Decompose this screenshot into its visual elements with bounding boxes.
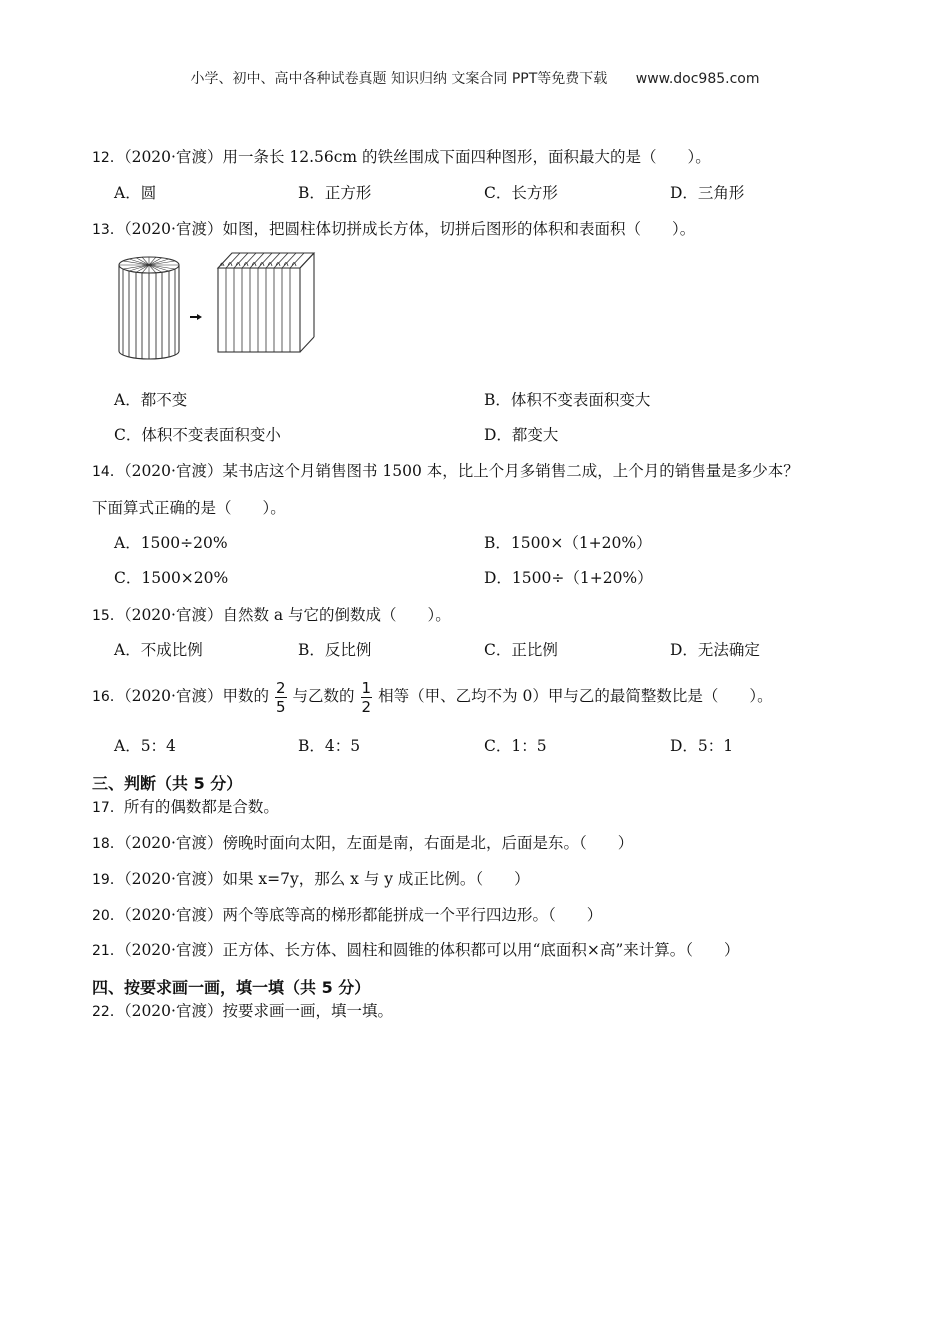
fraction-numerator: 2	[275, 678, 286, 697]
option-d: D．都变大	[484, 426, 559, 444]
fraction-numerator: 1	[361, 678, 372, 697]
question-15	[92, 603, 451, 625]
question-stem: （2020·官渡）两个等底等高的梯形都能拼成一个平行四边形。（ ）	[123, 906, 603, 924]
question-number: 20．	[92, 908, 124, 924]
question-number: 21．	[92, 943, 124, 959]
question-stem: （2020·官渡）按要求画一画，填一填。	[123, 1002, 393, 1020]
question-stem-part-a: （2020·官渡）甲数的	[123, 687, 269, 705]
question-number: 15．	[92, 608, 124, 624]
option-d: D．无法确定	[670, 641, 760, 659]
question-12	[92, 145, 711, 167]
question-stem: （2020·官渡）傍晚时面向太阳，左面是南，右面是北，后面是东。（ ）	[123, 834, 634, 852]
question-18	[92, 831, 633, 853]
option-d: D．三角形	[670, 184, 745, 202]
cuboid-shape	[218, 253, 314, 352]
option-b: B．正方形	[298, 184, 372, 202]
option-c: C．长方形	[484, 184, 558, 202]
question-22	[92, 999, 393, 1021]
question-number: 16．	[92, 689, 124, 705]
question-number: 17．	[92, 800, 124, 816]
option-b: B．4：5	[298, 737, 361, 755]
question-number: 13．	[92, 222, 124, 238]
question-stem: （2020·官渡）自然数 a 与它的倒数成（ ）。	[123, 606, 451, 624]
option-c: C．1：5	[484, 737, 547, 755]
option-b: B．反比例	[298, 641, 372, 659]
question-number: 19．	[92, 872, 124, 888]
question-stem-part-b: 与乙数的	[292, 687, 355, 705]
option-b: B．体积不变表面积变大	[484, 391, 651, 409]
fraction-two-fifths	[275, 679, 287, 716]
option-c: C．体积不变表面积变小	[114, 426, 281, 444]
question-13	[92, 217, 695, 239]
question-stem: （2020·官渡）某书店这个月销售图书 1500 本，比上个月多销售二成，上个月的销售量是多少本？	[123, 462, 799, 480]
cylinder-to-cuboid-figure	[112, 248, 322, 366]
header-site: www.doc985.com	[635, 71, 760, 87]
option-d: D．5：1	[670, 737, 734, 755]
question-19	[92, 867, 530, 889]
question-stem: （2020·官渡）如图，把圆柱体切拼成长方体，切拼后图形的体积和表面积（ ）。	[123, 220, 696, 238]
question-number: 18．	[92, 836, 124, 852]
question-stem: 所有的偶数都是合数。	[123, 798, 279, 816]
question-21	[92, 938, 740, 960]
fraction-denominator: 2	[361, 697, 372, 716]
page-header	[0, 68, 950, 88]
question-14	[92, 459, 799, 481]
option-a: A．圆	[114, 184, 157, 202]
question-17	[92, 795, 279, 817]
right-arrow-icon	[190, 314, 202, 320]
question-stem: （2020·官渡）正方体、长方体、圆柱和圆锥的体积都可以用“底面积×高”来计算。（ ）	[123, 941, 740, 959]
option-a: A．不成比例	[114, 641, 203, 659]
fraction-one-half	[361, 679, 373, 716]
option-a: A．1500÷20%	[114, 534, 228, 552]
question-number: 14．	[92, 464, 124, 480]
question-stem-part-c: 相等（甲、乙均不为 0）甲与乙的最简整数比是（ ）。	[378, 687, 773, 705]
question-number: 22．	[92, 1004, 124, 1020]
section-title-judgement: 三、判断（共 5 分）	[92, 774, 243, 793]
question-14-stem-continued: 下面算式正确的是（ ）。	[92, 499, 286, 517]
header-text: 小学、初中、高中各种试卷真题 知识归纳 文案合同 PPT等免费下载	[190, 71, 608, 87]
option-d: D．1500÷（1+20%）	[484, 569, 653, 587]
fraction-denominator: 5	[275, 697, 286, 716]
option-a: A．5：4	[114, 737, 176, 755]
option-c: C．1500×20%	[114, 569, 229, 587]
option-c: C．正比例	[484, 641, 558, 659]
section-title-draw-fill: 四、按要求画一画，填一填（共 5 分）	[92, 978, 371, 997]
question-number: 12．	[92, 150, 124, 166]
cylinder-shape	[119, 257, 179, 359]
question-20	[92, 903, 602, 925]
question-stem: （2020·官渡）如果 x=7y，那么 x 与 y 成正比例。（ ）	[123, 870, 530, 888]
option-b: B．1500×（1+20%）	[484, 534, 652, 552]
option-a: A．都不变	[114, 391, 188, 409]
question-stem: （2020·官渡）用一条长 12.56cm 的铁丝围成下面四种图形，面积最大的是（ ）。	[123, 148, 711, 166]
question-16	[92, 673, 773, 720]
